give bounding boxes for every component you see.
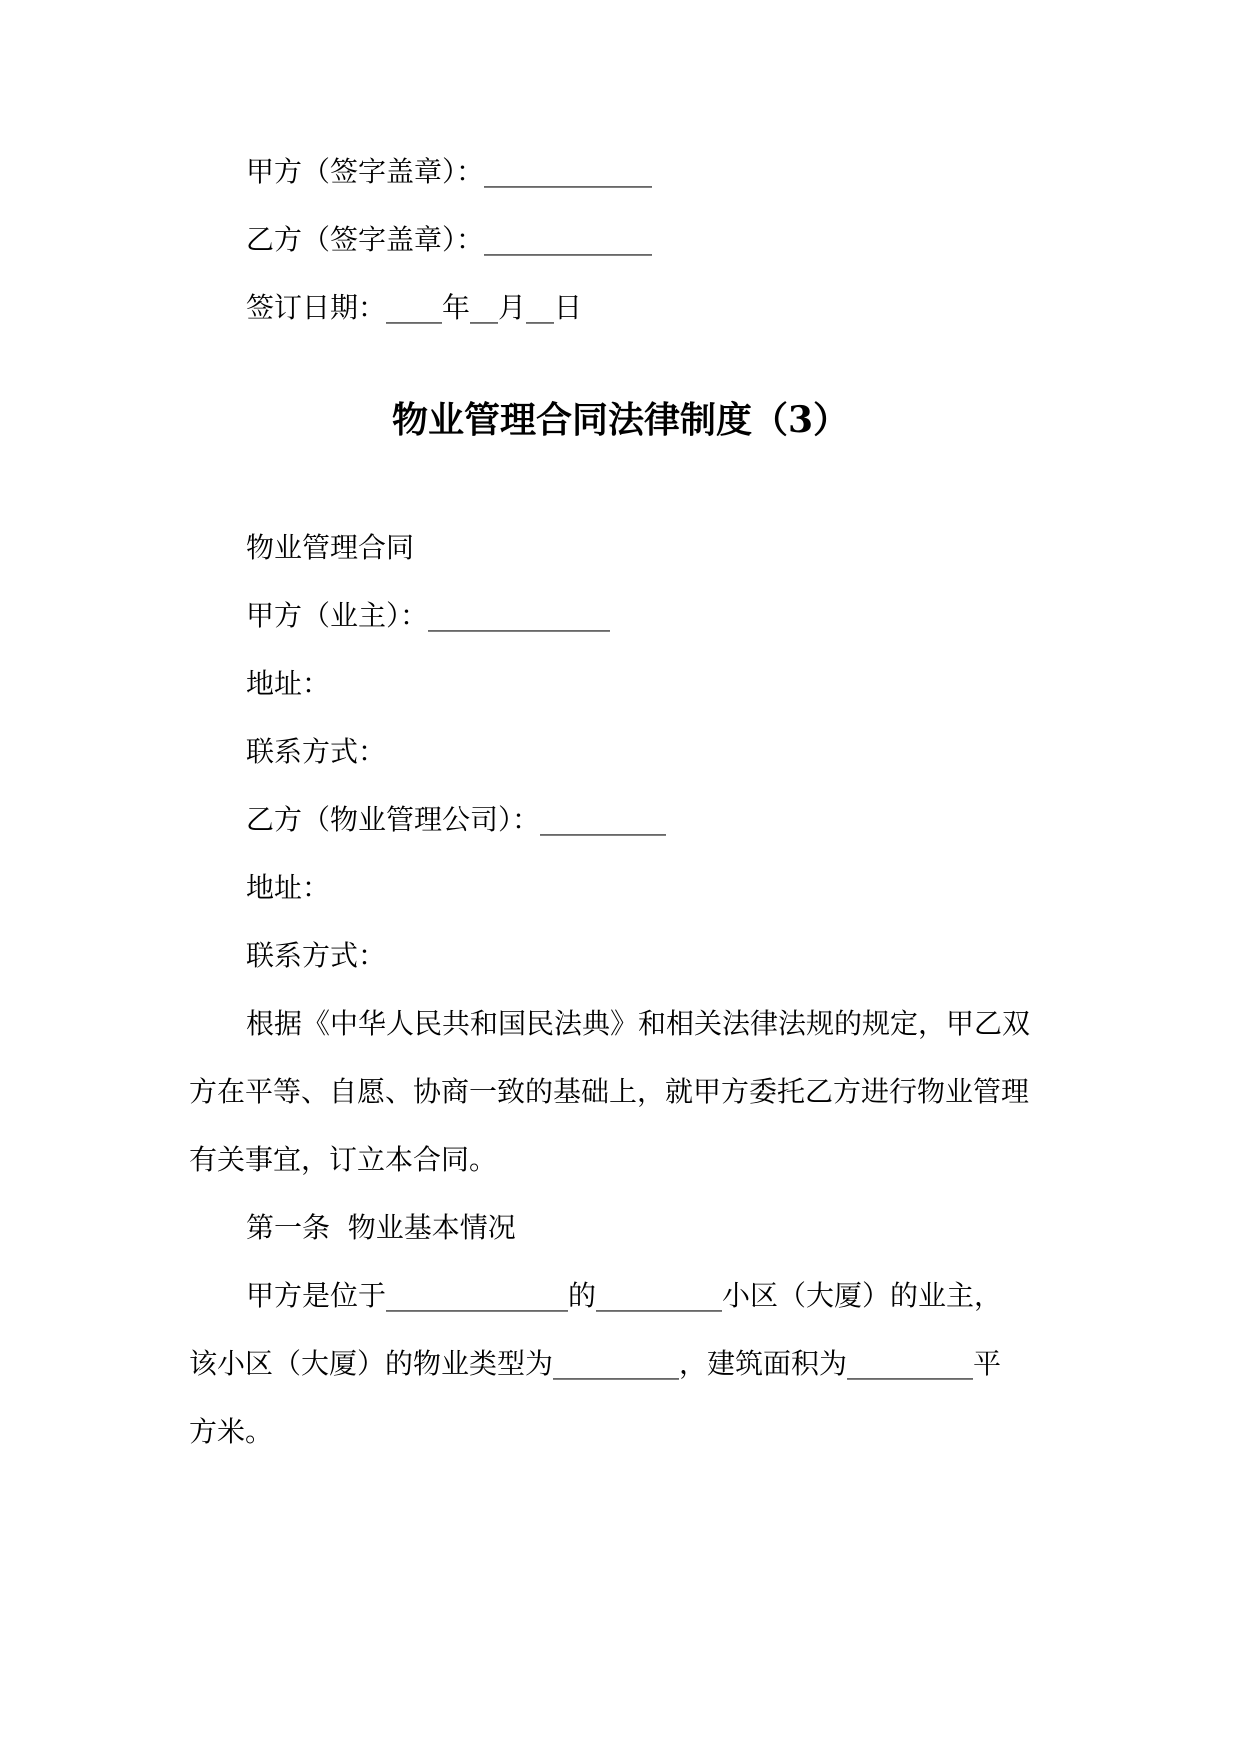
party-a-contact: 联系方式： [246,735,387,768]
preamble-line-2: 方在平等、自愿、协商一致的基础上，就甲方委托乙方进行物业管理 [189,1075,1030,1108]
party-b-line: 乙方（物业管理公司）：_________ [246,803,667,836]
article-1-line-3: 方米。 [189,1415,274,1448]
party-b-contact: 联系方式： [246,939,387,972]
party-a-signature-line: 甲方（签字盖章）：____________ [246,155,653,188]
preamble-line-1: 根据《中华人民共和国民法典》和相关法律法规的规定，甲乙双 [246,1007,1031,1040]
party-b-address: 地址： [246,871,331,904]
contract-subtitle: 物业管理合同 [246,531,415,564]
article-1-line-2: 该小区（大厦）的物业类型为_________，建筑面积为_________平 [189,1347,1002,1380]
party-b-signature-line: 乙方（签字盖章）：____________ [246,223,653,256]
document-title: 物业管理合同法律制度（3） [391,399,850,441]
preamble-line-3: 有关事宜，订立本合同。 [189,1143,498,1176]
article-1-line-1: 甲方是位于_____________的_________小区（大厦）的业主， [246,1279,1003,1312]
signing-date-line: 签订日期：____年__月__日 [246,291,583,324]
article-1-heading: 第一条 物业基本情况 [246,1211,516,1244]
party-a-line: 甲方（业主）：_____________ [246,599,611,632]
party-a-address: 地址： [246,667,331,700]
